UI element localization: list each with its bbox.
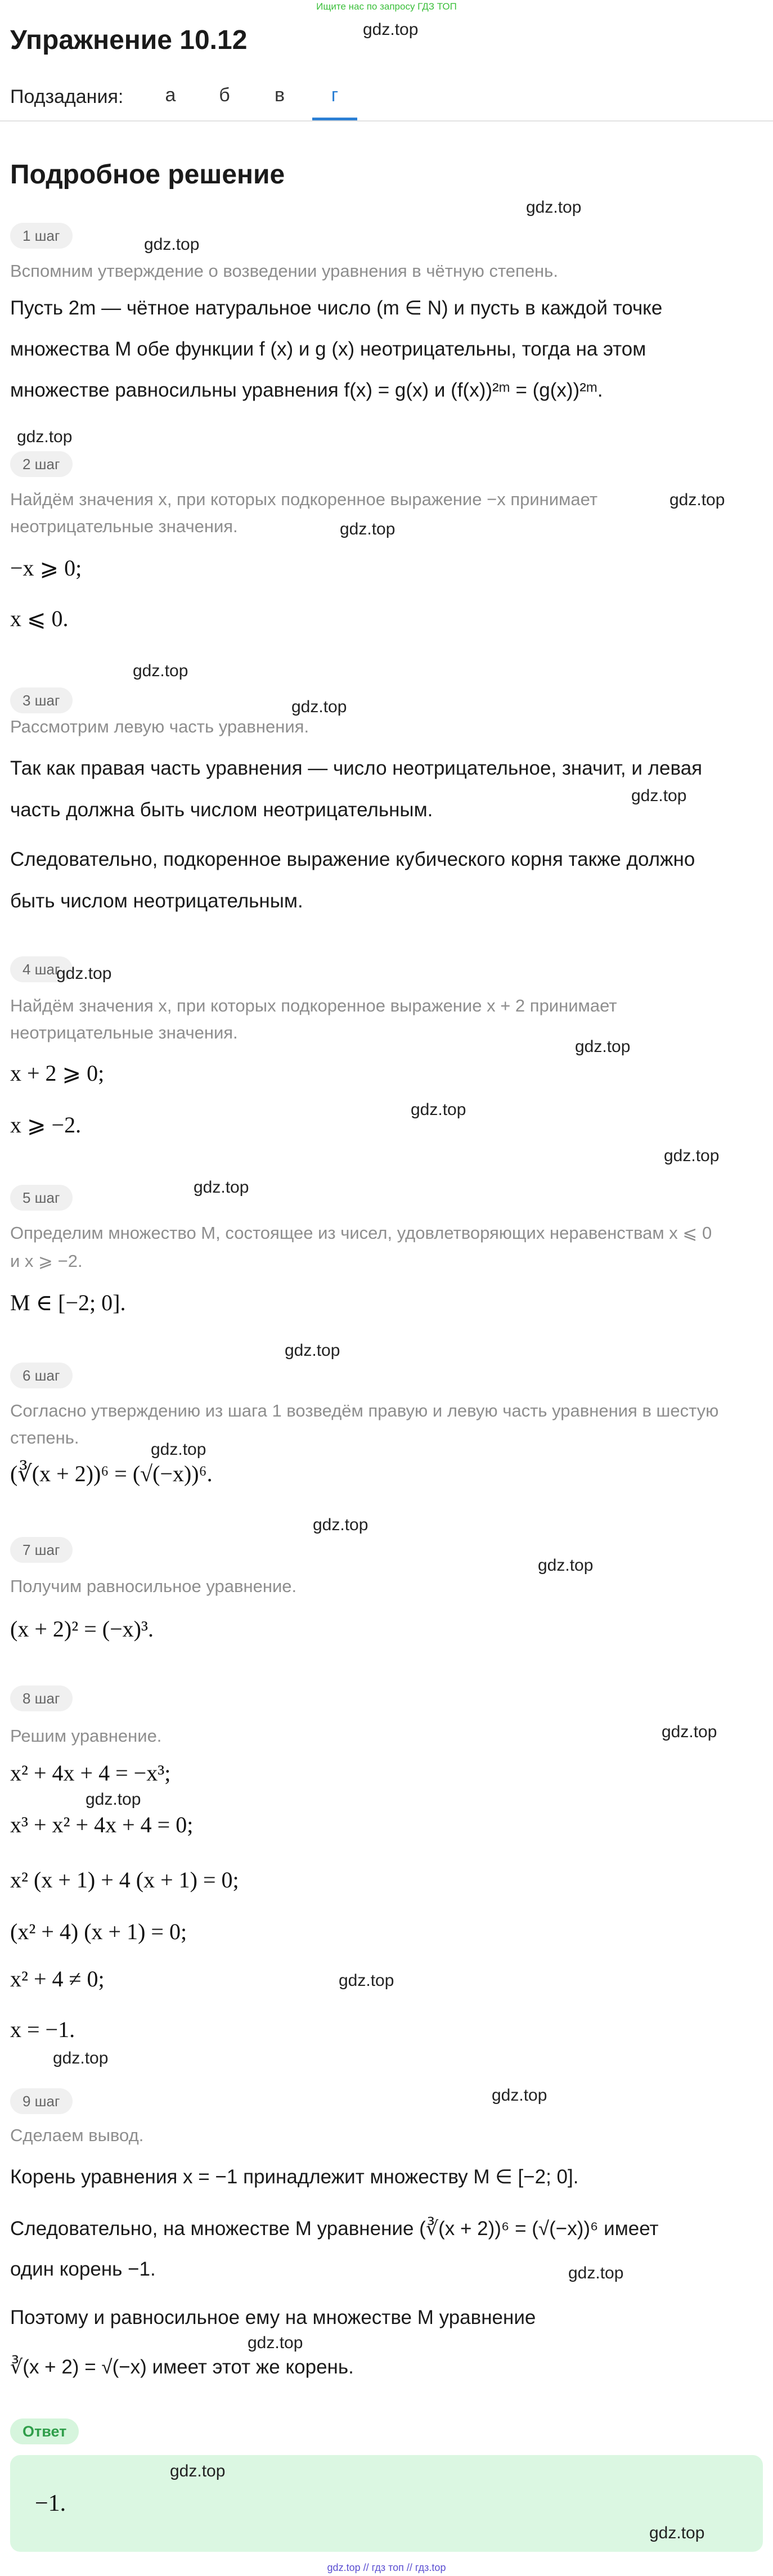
step-6-hint-1: Согласно утверждению из шага 1 возведём правую и левую часть уравнения в шестую — [10, 1401, 719, 1420]
step-1-line-3: множестве равносильны уравнения f(x) = g(x) и (f(x))²ᵐ = (g(x))²ᵐ. — [10, 379, 603, 401]
step-2-math-1: −x ⩾ 0; — [10, 555, 82, 581]
watermark: gdz.top — [363, 20, 419, 39]
step-1-hint: Вспомним утверждение о возведении уравнения в чётную степень. — [10, 261, 558, 281]
section-title: Подробное решение — [10, 160, 285, 190]
step-2-math-2: x ⩽ 0. — [10, 606, 69, 631]
watermark: gdz.top — [144, 235, 200, 254]
step-9-pill: 9 шаг — [10, 2088, 73, 2114]
watermark: gdz.top — [649, 2524, 705, 2542]
step-9-hint: Сделаем вывод. — [10, 2125, 144, 2145]
step-4-pill: 4 шаг — [10, 956, 73, 982]
step-1-pill: 1 шаг — [10, 223, 73, 249]
watermark: gdz.top — [313, 1516, 368, 1534]
watermark: gdz.top — [53, 2049, 109, 2067]
step-5-hint-1: Определим множество M, состоящее из чисел, удовлетворяющих неравенствам x ⩽ 0 — [10, 1223, 712, 1243]
watermark: gdz.top — [56, 964, 112, 983]
answer-pill: Ответ — [10, 2418, 79, 2444]
watermark: gdz.top — [631, 786, 687, 805]
tab-a[interactable]: а — [165, 84, 176, 106]
subtasks-label: Подзадания: — [10, 86, 124, 107]
watermark: gdz.top — [340, 520, 396, 538]
step-9-p1: Корень уравнения x = −1 принадлежит множеству M ∈ [−2; 0]. — [10, 2166, 579, 2188]
tab-b[interactable]: б — [219, 84, 230, 106]
step-4-hint-2: неотрицательные значения. — [10, 1023, 238, 1042]
watermark: gdz.top — [538, 1556, 594, 1575]
watermark: gdz.top — [248, 2334, 303, 2352]
step-7-hint: Получим равносильное уравнение. — [10, 1576, 297, 1596]
step-8-math-3: x² (x + 1) + 4 (x + 1) = 0; — [10, 1867, 239, 1892]
step-9-p2-a: Следовательно, на множестве M уравнение (∛(x + 2))⁶ = (√(−x))⁶ имеет — [10, 2218, 659, 2240]
step-2-hint-1: Найдём значения x, при которых подкоренное выражение −x принимает — [10, 489, 598, 509]
step-5-pill: 5 шаг — [10, 1185, 73, 1211]
step-8-math-1: x² + 4x + 4 = −x³; — [10, 1760, 171, 1786]
watermark: gdz.top — [339, 1971, 394, 1990]
step-7-pill: 7 шаг — [10, 1537, 73, 1563]
watermark: gdz.top — [170, 2462, 226, 2480]
footer-links[interactable]: gdz.top // гдз топ // гдз.top — [327, 2562, 446, 2573]
step-6-math-1: (∛(x + 2))⁶ = (√(−x))⁶. — [10, 1461, 213, 1486]
watermark: gdz.top — [526, 198, 582, 217]
subtabs-divider — [0, 120, 773, 122]
step-3-p2-a: Следовательно, подкоренное выражение кубического корня также должно — [10, 848, 695, 870]
step-1-line-1: Пусть 2m — чётное натуральное число (m ∈ N) и пусть в каждой точке — [10, 297, 663, 319]
step-9-p3-a: Поэтому и равносильное ему на множестве M уравнение — [10, 2307, 536, 2328]
watermark: gdz.top — [285, 1341, 340, 1360]
watermark: gdz.top — [291, 698, 347, 716]
answer-value: −1. — [35, 2490, 66, 2516]
step-8-math-2: x³ + x² + 4x + 4 = 0; — [10, 1812, 194, 1837]
step-5-math-1: M ∈ [−2; 0]. — [10, 1290, 126, 1315]
step-1-line-2: множества M обе функции f (x) и g (x) неотрицательны, тогда на этом — [10, 338, 646, 360]
step-7-math-1: (x + 2)² = (−x)³. — [10, 1616, 154, 1642]
step-3-p2-b: быть числом неотрицательным. — [10, 890, 303, 912]
watermark: gdz.top — [492, 2086, 547, 2105]
tab-g[interactable]: г — [331, 84, 339, 106]
step-4-hint-1: Найдём значения x, при которых подкоренное выражение x + 2 принимает — [10, 996, 617, 1015]
step-8-math-4: (x² + 4) (x + 1) = 0; — [10, 1919, 187, 1944]
step-2-pill: 2 шаг — [10, 451, 73, 477]
step-9-p2-b: один корень −1. — [10, 2258, 156, 2280]
tab-v[interactable]: в — [274, 84, 285, 106]
step-8-hint: Решим уравнение. — [10, 1726, 162, 1746]
step-9-p3-b: ∛(x + 2) = √(−x) имеет этот же корень. — [10, 2356, 354, 2378]
step-4-math-1: x + 2 ⩾ 0; — [10, 1060, 105, 1086]
watermark: gdz.top — [662, 1723, 717, 1741]
step-3-pill: 3 шаг — [10, 687, 73, 713]
watermark: gdz.top — [194, 1178, 249, 1197]
step-4-math-2: x ⩾ −2. — [10, 1112, 82, 1138]
watermark: gdz.top — [669, 491, 725, 509]
watermark: gdz.top — [575, 1037, 631, 1056]
page-title: Упражнение 10.12 — [10, 25, 248, 55]
step-6-hint-2: степень. — [10, 1428, 79, 1447]
step-3-hint: Рассмотрим левую часть уравнения. — [10, 717, 309, 736]
step-3-p1-b: часть должна быть числом неотрицательным. — [10, 799, 433, 821]
watermark: gdz.top — [664, 1147, 720, 1165]
step-8-math-5: x² + 4 ≠ 0; — [10, 1966, 105, 1991]
step-8-pill: 8 шаг — [10, 1685, 73, 1711]
step-8-math-6: x = −1. — [10, 2017, 75, 2042]
watermark: gdz.top — [17, 428, 73, 446]
watermark: gdz.top — [151, 1440, 206, 1459]
step-3-p1-a: Так как правая часть уравнения — число неотрицательное, значит, и левая — [10, 757, 703, 779]
watermark: gdz.top — [411, 1100, 466, 1119]
top-hint: Ищите нас по запросу ГДЗ ТОП — [316, 1, 457, 12]
step-2-hint-2: неотрицательные значения. — [10, 516, 238, 536]
step-6-pill: 6 шаг — [10, 1363, 73, 1388]
step-5-hint-2: и x ⩾ −2. — [10, 1251, 83, 1271]
watermark: gdz.top — [133, 662, 188, 680]
watermark: gdz.top — [86, 1790, 141, 1809]
watermark: gdz.top — [568, 2264, 624, 2282]
